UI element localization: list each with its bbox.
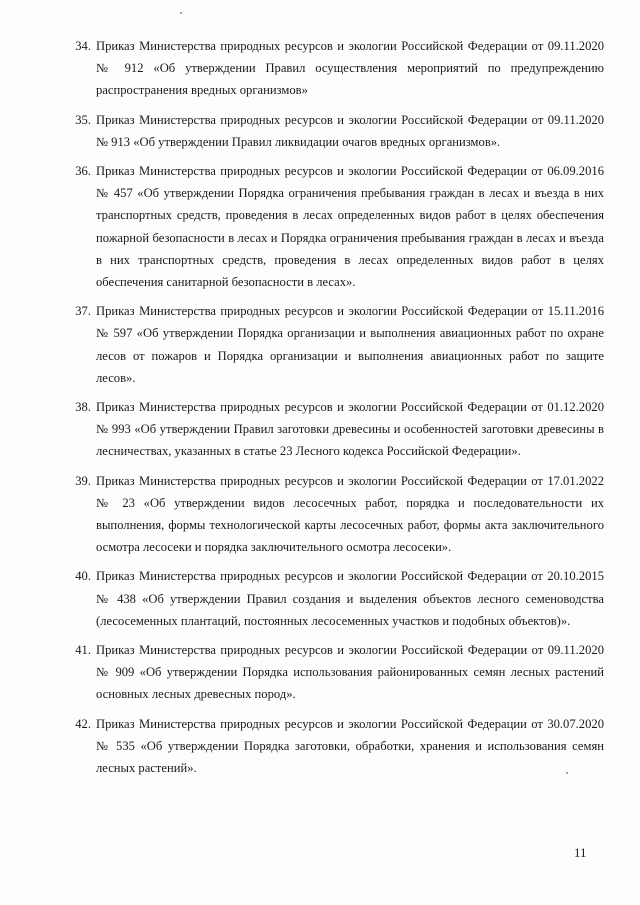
scan-speck [566,772,568,774]
item-number: 42. [75,716,91,731]
list-item [56,470,604,559]
item-number: 41. [75,643,91,658]
list-item [56,300,604,389]
list-item [56,109,604,153]
list-item [56,396,604,463]
item-text: Приказ Министерства природных ресурсов и экологии Российской Федерации от 15.11.2016 № 597 «Об утверждении Порядка организации и выполнения авиационных работ по охране лесов от пожаров и Порядка организации и выполнения авиационных работ по защите лесов». [96,304,604,385]
item-number: 35. [75,112,91,127]
item-number: 36. [75,164,91,179]
item-number: 40. [75,569,91,584]
item-number: 34. [75,39,91,53]
item-text: Приказ Министерства природных ресурсов и экологии Российской Федерации от 01.12.2020 № 993 «Об утверждении Правил заготовки древесины и особенностей заготовки древесины в лесничествах, указанных в статье 23 Лесного кодекса Российской Федерации». [96,400,604,459]
list-item [56,565,604,632]
item-number: 39. [75,473,91,488]
list-item [56,713,604,780]
scan-speck [180,12,182,14]
list-item [56,160,604,293]
page-number: 11 [574,845,587,860]
item-text: Приказ Министерства природных ресурсов и экологии Российской Федерации от 09.11.2020 № 909 «Об утверждении Порядка использования районированных семян лесных растений основных лесных древесных пород». [96,643,604,702]
item-text: Приказ Министерства природных ресурсов и экологии Российской Федерации от 17.01.2022 № 23 «Об утверждении видов лесосечных работ, порядка и последовательности их выполнения, формы технологической карты лесосечных работ, формы акта заключительного осмотра лесосеки и порядка заключительного осмотра лесосеки». [96,473,604,555]
item-number: 37. [75,304,91,319]
item-text: Приказ Министерства природных ресурсов и экологии Российской Федерации от 06.09.2016 № 457 «Об утверждении Порядка ограничения пребывания граждан в лесах и въезда в них транспортных средств, проведения в лесах определенных видов работ в целях обеспечения пожарной безопасности в лесах и Порядка ограничения пребывания граждан в лесах и въезда в них транспортных средств, проведения в лесах определенных видов работ в целях обеспечения санитарной безопасности в лесах». [96,164,604,290]
list-item [56,35,604,102]
item-text: Приказ Министерства природных ресурсов и экологии Российской Федерации от 20.10.2015 № 438 «Об утверждении Правил создания и выделения объектов лесного семеноводства (лесосеменных плантаций, постоянных лесосеменных участков и подобных объектов)». [96,569,604,628]
item-text: Приказ Министерства природных ресурсов и экологии Российской Федерации от 09.11.2020 № 913 «Об утверждении Правил ликвидации очагов вредных организмов». [96,112,604,149]
item-text: Приказ Министерства природных ресурсов и экологии Российской Федерации от 30.07.2020 № 535 «Об утверждении Порядка заготовки, обработки, хранения и использования семян лесных растений». [96,716,604,776]
item-number: 38. [75,400,91,415]
item-text: Приказ Министерства природных ресурсов и экологии Российской Федерации от 09.11.2020 № 912 «Об утверждении Правил осуществления мероприятий по предупреждению распространения вредных организмов» [96,39,604,98]
list-item [56,639,604,706]
regulations-list [56,35,604,786]
